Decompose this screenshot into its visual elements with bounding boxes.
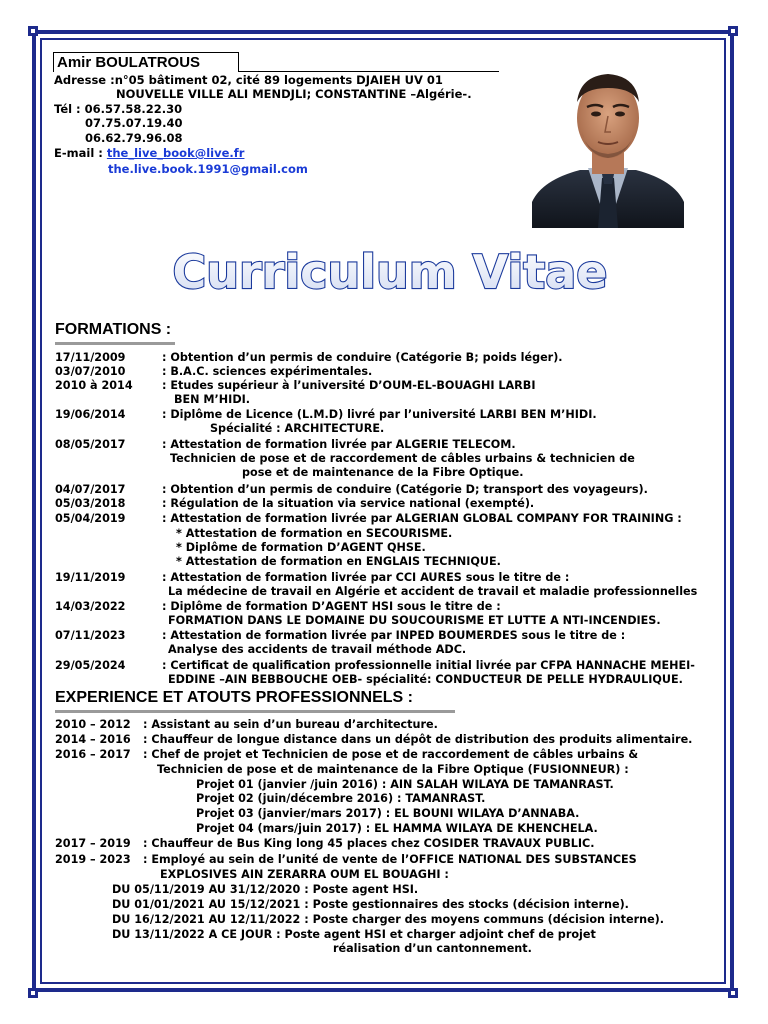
phone-number: 06.57.58.22.30 [84, 102, 183, 116]
formation-text: EDDINE –AIN BEBBOUCHE OEB- spécialité: CONDUCTEUR DE PELLE HYDRAULIQUE. [168, 673, 683, 686]
formation-text: Spécialité : ARCHITECTURE. [210, 422, 385, 435]
experience-text: DU 13/11/2022 A CE JOUR : Poste agent HSI et charger adjoint chef de projet [112, 928, 596, 941]
formation-date: 17/11/2009 [55, 351, 126, 364]
formation-text: * Attestation de formation en SECOURISME. [176, 527, 453, 540]
formation-text: Technicien de pose et de raccordement de câbles urbains & technicien de [170, 452, 635, 465]
experience-period: 2016 – 2017 [55, 748, 131, 761]
formation-text: * Diplôme de formation D’AGENT QHSE. [176, 541, 426, 554]
address-label: Adresse : [54, 73, 115, 87]
formation-date: 04/07/2017 [55, 483, 126, 496]
experience-text: : Chauffeur de Bus King long 45 places chez COSIDER TRAVAUX PUBLIC. [143, 837, 595, 850]
candidate-name: Amir BOULATROUS [53, 52, 239, 72]
formation-text: : Régulation de la situation via service national (exempté). [162, 497, 535, 510]
formation-date: 07/11/2023 [55, 629, 126, 642]
formation-date: 19/11/2019 [55, 571, 126, 584]
experience-heading: EXPERIENCE ET ATOUTS PROFESSIONNELS : [55, 689, 413, 706]
formation-text: FORMATION DANS LE DOMAINE DU SOUCOURISME ET LUTTE A NTI-INCENDIES. [168, 614, 661, 627]
experience-text: Technicien de pose et de maintenance de la Fibre Optique (FUSIONNEUR) : [157, 763, 629, 776]
cv-title-text: Curriculum Vitae [172, 245, 608, 299]
border-corner [28, 988, 38, 998]
formation-text: La médecine de travail en Algérie et accident de travail et maladie professionnelles [168, 585, 698, 598]
experience-text: Projet 03 (janvier/mars 2017) : EL BOUNI WILAYA D’ANNABA. [196, 807, 580, 820]
formation-text: : Diplôme de formation D’AGENT HSI sous le titre de : [162, 600, 501, 613]
formation-text: * Attestation de formation en ENGLAIS TECHNIQUE. [176, 555, 501, 568]
formation-text: : Obtention d’un permis de conduire (Catégorie D; transport des voyageurs). [162, 483, 648, 496]
formations-heading: FORMATIONS : [55, 321, 172, 338]
experience-text: : Chef de projet et Technicien de pose et de raccordement de câbles urbains & [143, 748, 639, 761]
address-value: n°05 bâtiment 02, cité 89 logements DJAIEH UV 01 [114, 73, 443, 87]
email-line-1 [54, 146, 244, 161]
formation-date: 2010 à 2014 [55, 379, 133, 392]
experience-period: 2010 – 2012 [55, 718, 131, 731]
email-link[interactable]: the_live_book@live.fr [106, 146, 245, 160]
phone-number: 06.62.79.96.08 [85, 131, 183, 145]
formation-text: : Attestation de formation livrée par ALGERIE TELECOM. [162, 438, 516, 451]
formation-text: Analyse des accidents de travail méthode ADC. [168, 643, 467, 656]
profile-photo [532, 62, 684, 228]
address-line-1 [54, 73, 443, 88]
formation-date: 14/03/2022 [55, 600, 126, 613]
cv-title [140, 240, 640, 302]
formations-rule [55, 342, 175, 345]
experience-text: Projet 04 (mars/juin 2017) : EL HAMMA WILAYA DE KHENCHELA. [196, 822, 598, 835]
phone-number: 07.75.07.19.40 [85, 116, 183, 130]
name-underline [239, 71, 499, 72]
experience-period: 2019 – 2023 [55, 853, 131, 866]
experience-text: Projet 01 (janvier /juin 2016) : AIN SALAH WILAYA DE TAMANRAST. [196, 778, 614, 791]
experience-text: DU 16/12/2021 AU 12/11/2022 : Poste charger des moyens communs (décision interne). [112, 913, 665, 926]
experience-period: 2017 – 2019 [55, 837, 131, 850]
formation-text: : Attestation de formation livrée par INPED BOUMERDES sous le titre de : [162, 629, 626, 642]
experience-text: : Employé au sein de l’unité de vente de l’OFFICE NATIONAL DES SUBSTANCES [143, 853, 637, 866]
formation-text: : Attestation de formation livrée par CCI AURES sous le titre de : [162, 571, 570, 584]
experience-text: : Assistant au sein d’un bureau d’architecture. [143, 718, 438, 731]
formation-date: 29/05/2024 [55, 659, 126, 672]
formation-date: 19/06/2014 [55, 408, 126, 421]
experience-rule [55, 710, 455, 713]
experience-text: DU 01/01/2021 AU 15/12/2021 : Poste gestionnaires des stocks (décision interne). [112, 898, 629, 911]
border-corner [728, 988, 738, 998]
experience-text: Projet 02 (juin/décembre 2016) : TAMANRAST. [196, 792, 486, 805]
formation-text: : Certificat de qualification professionnelle initial livrée par CFPA HANNACHE MEHEI- [162, 659, 695, 672]
formation-text: : Diplôme de Licence (L.M.D) livré par l’université LARBI BEN M’HIDI. [162, 408, 597, 421]
address-line-2: NOUVELLE VILLE ALI MENDJLI; CONSTANTINE –Algérie-. [116, 87, 472, 101]
formation-text: : Obtention d’un permis de conduire (Catégorie B; poids léger). [162, 351, 563, 364]
border-corner [28, 26, 38, 36]
formation-text: pose et de maintenance de la Fibre Optique. [242, 466, 524, 479]
border-corner [728, 26, 738, 36]
formation-date: 08/05/2017 [55, 438, 126, 451]
formation-text: BEN M’HIDI. [174, 393, 251, 406]
email-link[interactable]: the.live.book.1991@gmail.com [108, 162, 308, 176]
tel-label: Tél : [54, 102, 85, 116]
portrait-illustration [532, 62, 684, 228]
experience-text: : Chauffeur de longue distance dans un dépôt de distribution des produits alimentaire. [143, 733, 693, 746]
experience-text: réalisation d’un cantonnement. [333, 942, 532, 955]
formation-text: : B.A.C. sciences expérimentales. [162, 365, 373, 378]
formation-text: : Etudes supérieur à l’université D’OUM-EL-BOUAGHI LARBI [162, 379, 536, 392]
email-label: E-mail : [54, 146, 107, 160]
formation-date: 05/04/2019 [55, 512, 126, 525]
phone-line-1 [54, 102, 182, 117]
experience-text: DU 05/11/2019 AU 31/12/2020 : Poste agent HSI. [112, 883, 419, 896]
formation-date: 05/03/2018 [55, 497, 126, 510]
formation-text: : Attestation de formation livrée par ALGERIAN GLOBAL COMPANY FOR TRAINING : [162, 512, 682, 525]
formation-date: 03/07/2010 [55, 365, 126, 378]
experience-period: 2014 – 2016 [55, 733, 131, 746]
experience-text: EXPLOSIVES AIN ZERARRA OUM EL BOUAGHI : [160, 868, 449, 881]
